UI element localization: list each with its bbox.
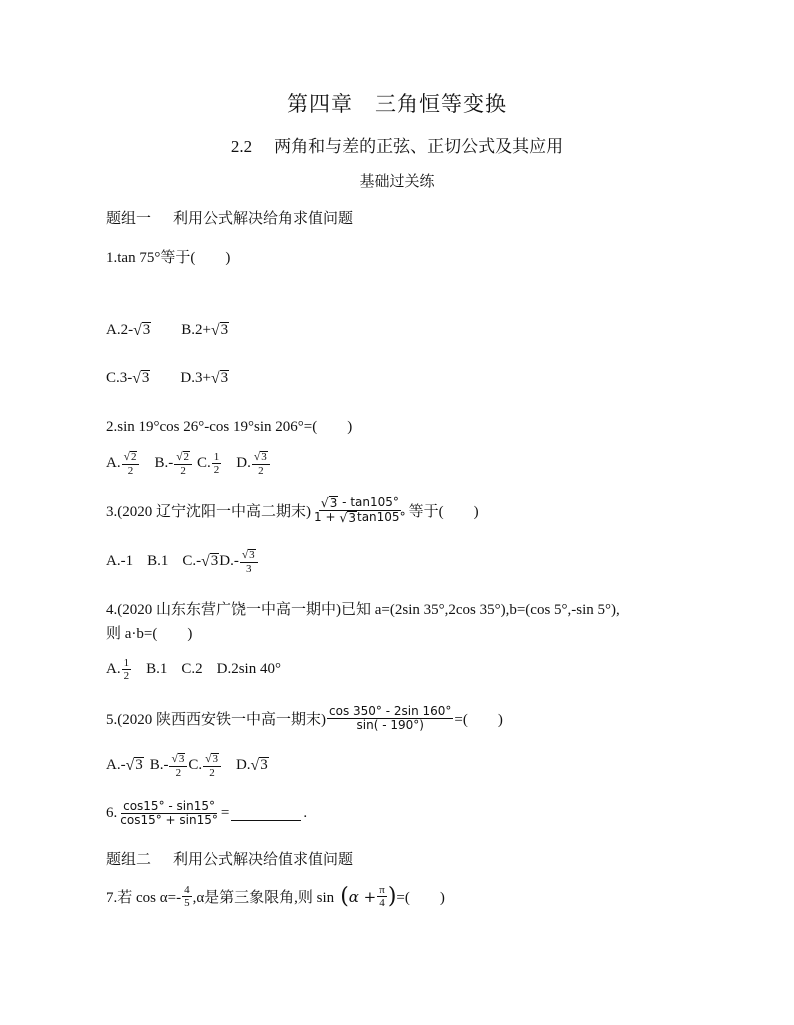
question-1 bbox=[106, 246, 230, 267]
equals-sign: = bbox=[220, 805, 230, 822]
question-source: 3.(2020 辽宁沈阳一中高二期末) bbox=[106, 503, 311, 520]
question-tail: =( ) bbox=[454, 712, 503, 729]
alpha-plus: α + bbox=[348, 887, 377, 906]
answer-blank bbox=[231, 806, 301, 821]
question-stem: 2.sin 19°cos 26°-cos 19°sin 206°=( ) bbox=[106, 419, 353, 435]
subtitle: 基础过关练 bbox=[359, 174, 435, 190]
question-2 bbox=[106, 415, 352, 436]
expression-fraction: $\frac{\cos 350^\circ - 2\sin 160^\circ}{\sin( - 190^\circ)}$ bbox=[329, 704, 452, 733]
question-5 bbox=[106, 705, 503, 732]
question-tail: =( ) bbox=[396, 890, 445, 907]
option-a: A. $\frac{1}{2}$ bbox=[106, 657, 130, 683]
question-number: 6. bbox=[106, 805, 118, 822]
option-b: B.1 bbox=[146, 661, 168, 678]
question-6 bbox=[106, 800, 307, 827]
question-4 bbox=[106, 598, 620, 619]
option-d: D. √ 3 bbox=[235, 756, 268, 774]
option-b: B.1 bbox=[147, 552, 169, 569]
chapter-title: 第四章 三角恒等变换 bbox=[287, 92, 507, 116]
section-title bbox=[0, 132, 794, 157]
option-c: C.3- √ 3 bbox=[106, 370, 150, 387]
question-stem-mid: ,α是第三象限角,则 sin bbox=[192, 890, 335, 907]
option-c: C. $\frac{1}{2}$ bbox=[197, 450, 220, 476]
option-d: D. √ 3 2 bbox=[236, 450, 270, 477]
option-b: B.- √ 3 2 bbox=[150, 752, 189, 779]
option-c: C.2 bbox=[181, 661, 203, 678]
option-d: D.- √ 3 3 bbox=[219, 548, 258, 575]
option-c: C. √ 3 2 bbox=[188, 752, 222, 779]
question-stem-start: 7.若 cos α=- bbox=[106, 890, 182, 907]
q5-options bbox=[106, 752, 269, 779]
question-source: 5.(2020 陕西西安铁一中高一期末) bbox=[106, 712, 326, 729]
question-7: 7.若 cos α=- $\frac{4}{5}$ ,α是第三象限角,则 sin ( α + $\frac{\pi}{4}$ ) =( ) bbox=[106, 883, 445, 910]
section-number: 2.2 bbox=[230, 137, 253, 156]
option-a: A.2- √ 3 bbox=[106, 322, 151, 339]
option-a: A.- √ 3 bbox=[106, 756, 143, 774]
q4-options bbox=[106, 657, 281, 682]
q2-options bbox=[106, 450, 271, 477]
group-heading-1 bbox=[106, 207, 353, 228]
period: . bbox=[303, 805, 308, 822]
option-a: A. √ 2 2 bbox=[106, 450, 140, 477]
group-heading-2 bbox=[106, 848, 353, 869]
q1-options-ab bbox=[106, 322, 229, 339]
option-a: A.-1 bbox=[106, 552, 134, 569]
question-stem: 1.tan 75°等于( ) bbox=[106, 250, 231, 266]
option-d: D.2sin 40° bbox=[216, 661, 281, 678]
question-stem: 4.(2020 山东东营广饶一中高一期中)已知 a=(2sin 35°,2cos 35°),b=(cos 5°,-sin 5°), bbox=[106, 602, 620, 618]
q1-options-cd bbox=[106, 370, 229, 387]
question-4-line-2 bbox=[106, 622, 192, 643]
group-label: 题组一 bbox=[106, 211, 152, 227]
option-b: B.- √ 2 2 bbox=[154, 450, 193, 477]
option-d: D.3+ √ 3 bbox=[180, 370, 229, 387]
fraction-four-fifths: $\frac{4}{5}$ bbox=[184, 884, 190, 910]
group-label: 题组二 bbox=[106, 852, 152, 868]
group-title: 利用公式解决给角求值问题 bbox=[173, 211, 354, 227]
option-c: C.- √ 3 bbox=[182, 552, 219, 570]
group-title: 利用公式解决给值求值问题 bbox=[173, 852, 354, 868]
expression-fraction: $\frac{\cos 15^\circ - \sin 15^\circ}{\cos 15^\circ + \sin 15^\circ}$ bbox=[120, 799, 218, 828]
fraction-pi-over-4: $\frac{\pi}{4}$ bbox=[379, 884, 385, 910]
expression-fraction: √ 3 - tan105° 1 + √ 3 tan105° bbox=[314, 495, 406, 525]
option-b: B.2+ √ 3 bbox=[181, 322, 229, 339]
q3-options bbox=[106, 548, 259, 575]
section-heading: 两角和与差的正弦、正切公式及其应用 bbox=[274, 137, 564, 156]
question-tail: 等于( ) bbox=[408, 503, 479, 520]
question-stem-cont: 则 a·b=( ) bbox=[106, 626, 193, 642]
question-3 bbox=[106, 496, 479, 524]
